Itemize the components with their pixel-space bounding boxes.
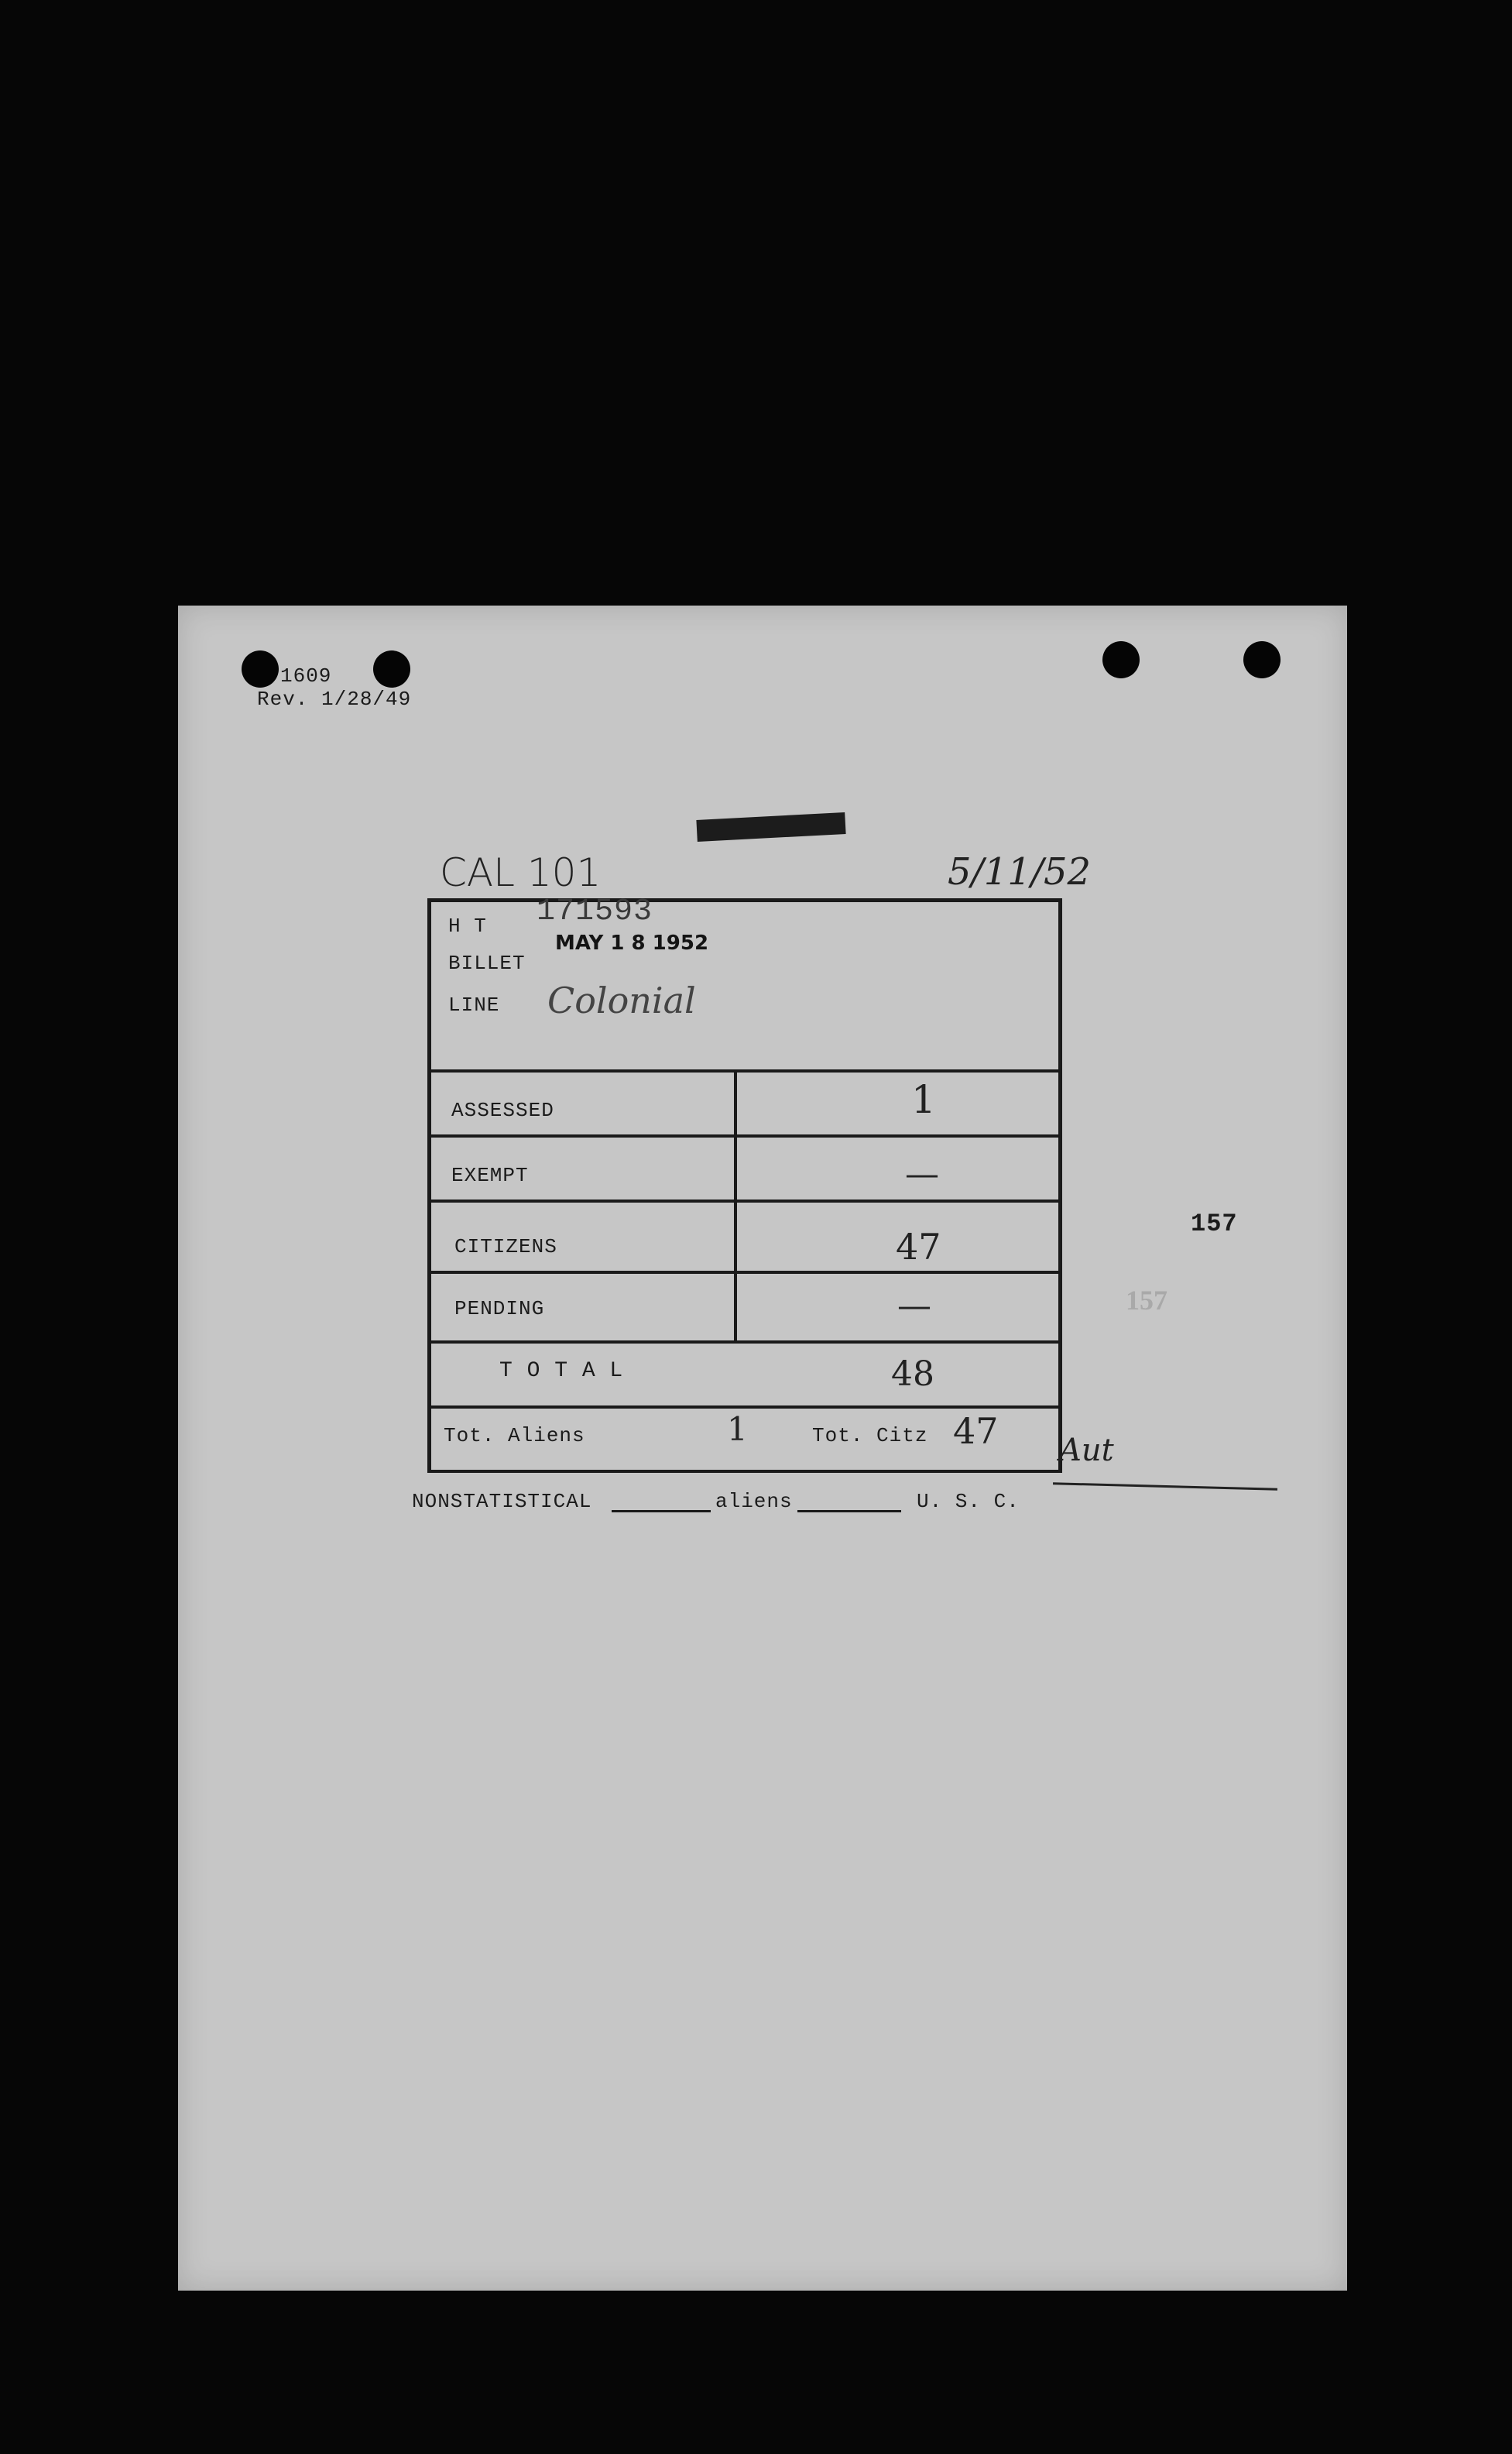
flight-number: CAL 101 [440, 850, 602, 895]
punch-hole-4 [1243, 641, 1281, 678]
column-divider [734, 1069, 737, 1342]
divider-row-3 [431, 1271, 1058, 1274]
side-number: 157 [1191, 1210, 1238, 1238]
row-label-citizens: CITIZENS [454, 1235, 557, 1258]
line-value: Colonial [547, 980, 696, 1021]
total-citizens-label: Tot. Citz [812, 1424, 928, 1447]
signature-line [1053, 1482, 1277, 1491]
aliens-label: aliens [715, 1490, 793, 1513]
usc-label: U. S. C. [917, 1490, 1020, 1513]
line-label: LINE [448, 994, 500, 1017]
punch-hole-2 [373, 650, 410, 688]
total-aliens-value: 1 [727, 1410, 748, 1448]
nonstat-blank-1 [612, 1510, 711, 1512]
received-date-stamp: MAY 1 8 1952 [555, 932, 709, 955]
form-number: 1609 [280, 664, 332, 688]
header-date: 5/11/52 [948, 850, 1092, 894]
billet-label: BILLET [448, 952, 526, 975]
total-aliens-label: Tot. Aliens [444, 1424, 585, 1447]
total-value: 48 [891, 1354, 934, 1394]
row-label-pending: PENDING [454, 1297, 545, 1320]
side-number-faint: 157 [1126, 1285, 1167, 1316]
row-label-assessed: ASSESSED [451, 1099, 554, 1122]
row-value-exempt: — [905, 1155, 939, 1194]
form-box [427, 894, 1062, 1473]
nonstatistical-label: NONSTATISTICAL [412, 1490, 592, 1513]
divider-total [431, 1405, 1058, 1409]
row-label-exempt: EXEMPT [451, 1164, 529, 1187]
row-value-pending: — [897, 1286, 931, 1326]
nonstat-blank-2 [797, 1510, 901, 1512]
divider-row-2 [431, 1200, 1058, 1203]
initials-signature: Aut [1059, 1433, 1114, 1468]
divider-top [431, 1069, 1058, 1073]
total-citizens-value: 47 [953, 1410, 999, 1452]
row-value-citizens: 47 [896, 1226, 941, 1268]
ht-label: H T [448, 915, 487, 938]
form-revision: Rev. 1/28/49 [257, 688, 412, 711]
ht-number: 171593 [537, 894, 653, 929]
redaction-mark [696, 812, 845, 842]
divider-row-1 [431, 1134, 1058, 1138]
punch-hole-1 [242, 650, 279, 688]
divider-row-4 [431, 1340, 1058, 1344]
total-label: T O T A L [499, 1359, 624, 1383]
punch-hole-3 [1102, 641, 1140, 678]
document-page [178, 606, 1347, 2291]
row-value-assessed: 1 [911, 1077, 936, 1122]
